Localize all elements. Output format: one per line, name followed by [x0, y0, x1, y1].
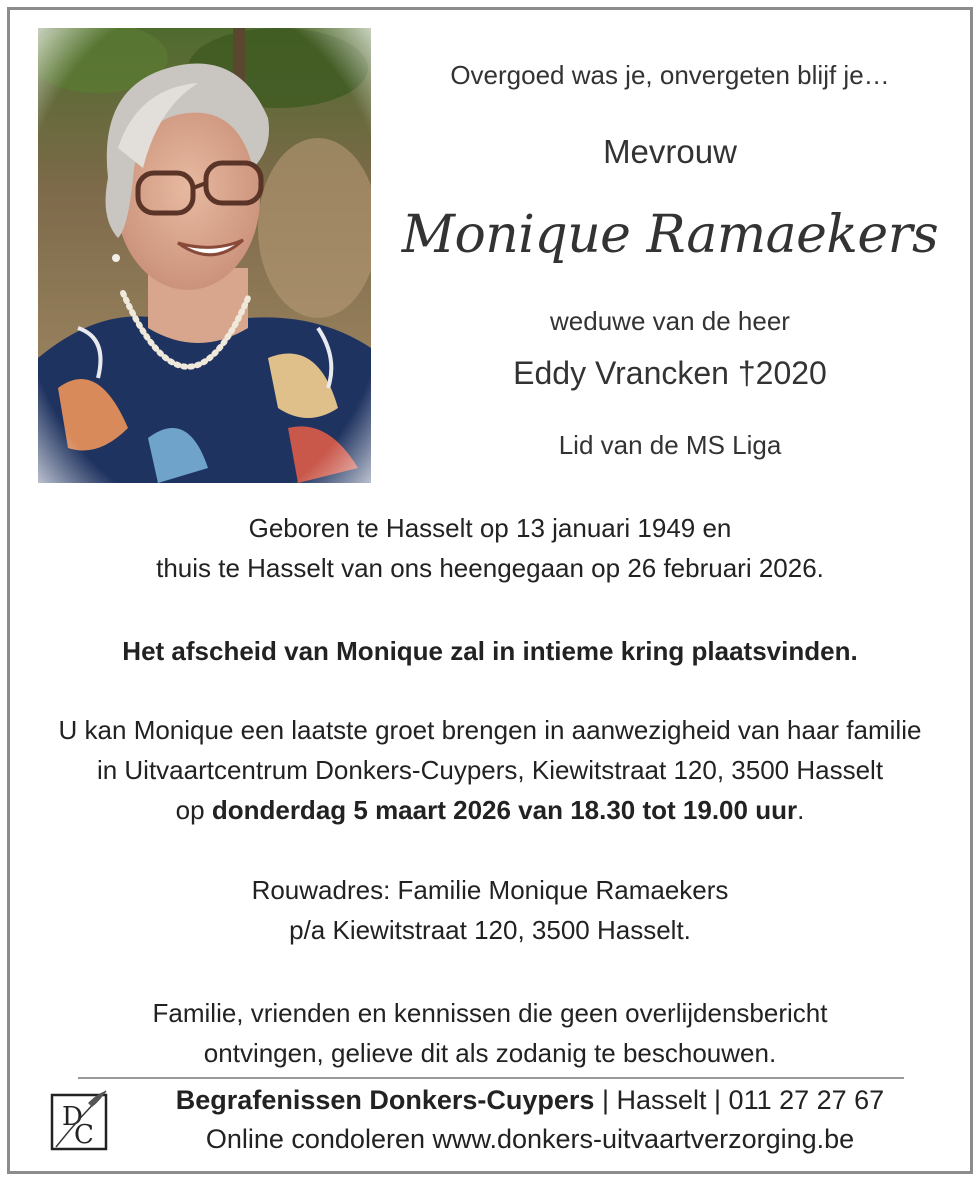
portrait-photo — [38, 28, 371, 483]
husband-name: Eddy Vrancken †2020 — [513, 355, 827, 391]
company-phone: 011 27 27 67 — [728, 1085, 885, 1115]
svg-text:D: D — [62, 1102, 83, 1132]
address-line-1: Rouwadres: Familie Monique Ramaekers — [251, 875, 729, 905]
condolence-line: Online condoleren www.donkers-uitvaartverzorging.be — [205, 1124, 855, 1154]
birth-death-paragraph — [0, 508, 980, 588]
footer-separator-1: | — [594, 1085, 617, 1115]
visitation-suffix: . — [797, 795, 805, 825]
death-line: thuis te Hasselt van ons heengegaan op 26 februari 2026. — [156, 553, 824, 583]
visitation-line-3 — [0, 790, 980, 830]
visitation-prefix: op — [175, 795, 212, 825]
company-name: Begrafenissen Donkers-Cuypers — [175, 1085, 595, 1115]
address-line-2: p/a Kiewitstraat 120, 3500 Hasselt. — [289, 915, 691, 945]
visitation-datetime: donderdag 5 maart 2026 van 18.30 tot 19.00 uur — [211, 795, 798, 825]
tagline: Overgoed was je, onvergeten blijf je… — [450, 60, 890, 90]
farewell-text: Het afscheid van Monique zal in intieme kring plaatsvinden. — [122, 636, 858, 666]
notice-line-2: ontvingen, gelieve dit als zodanig te beschouwen. — [203, 1038, 777, 1068]
widow-line: weduwe van de heer — [550, 306, 790, 336]
birth-line: Geboren te Hasselt op 13 januari 1949 en — [248, 513, 732, 543]
visitation-paragraph — [0, 710, 980, 830]
footer-company-line — [80, 1085, 980, 1116]
title-word: Mevrouw — [603, 133, 737, 170]
notice-line-1: Familie, vrienden en kennissen die geen overlijdensbericht — [152, 998, 828, 1028]
footer-separator-2: | — [706, 1085, 729, 1115]
footer-divider — [78, 1077, 904, 1079]
farewell-paragraph — [0, 631, 980, 671]
address-paragraph — [0, 870, 980, 950]
visitation-line-2: in Uitvaartcentrum Donkers-Cuypers, Kiewitstraat 120, 3500 Hasselt — [96, 755, 884, 785]
company-city: Hasselt — [616, 1085, 707, 1115]
deceased-name: Monique Ramaekers — [401, 205, 939, 265]
svg-text:C: C — [74, 1120, 94, 1150]
membership-line: Lid van de MS Liga — [558, 430, 782, 460]
visitation-line-1: U kan Monique een laatste groet brengen in aanwezigheid van haar familie — [58, 715, 922, 745]
notice-paragraph — [0, 993, 980, 1073]
